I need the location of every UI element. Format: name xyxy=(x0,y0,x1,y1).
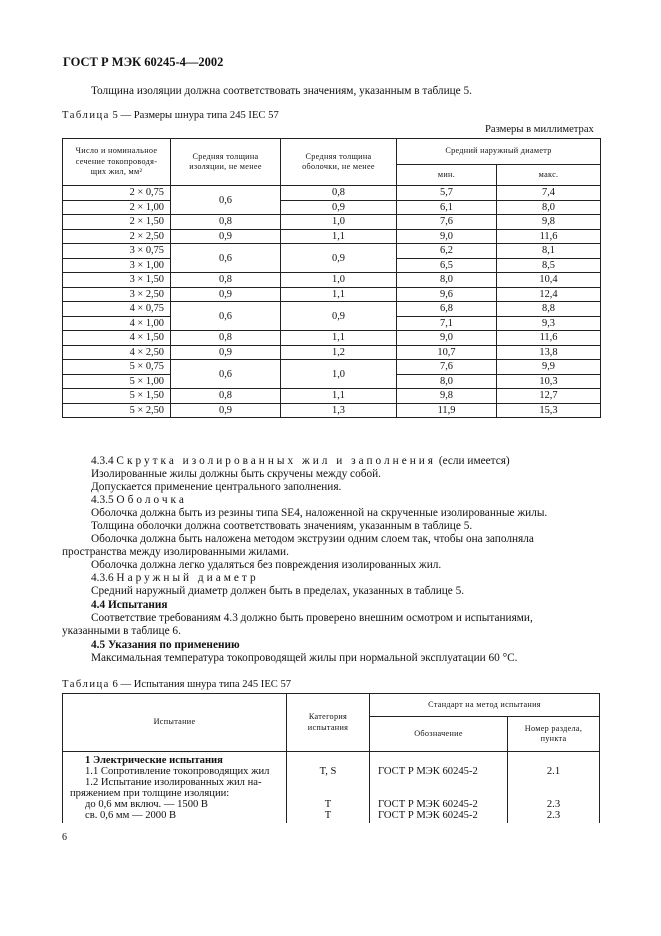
t5-cell: 5,7 xyxy=(397,186,497,201)
table6 xyxy=(62,693,600,823)
section-436-heading xyxy=(91,572,259,585)
section-45-p1: Максимальная температура токопроводящей жилы при нормальной эксплуатации 60 °С. xyxy=(91,652,518,664)
t6-cell: ГОСТ Р МЭК 60245-2 xyxy=(370,766,508,777)
t6-cell xyxy=(287,788,370,799)
t5-cell: 3 × 1,00 xyxy=(63,258,171,273)
t5-cell: 0,8 xyxy=(171,215,281,230)
t5-header-insulation: Средняя толщина изоляции, не менее xyxy=(171,139,281,186)
t5-cell: 8,1 xyxy=(497,244,601,259)
t5-header-max: макс. xyxy=(497,165,601,186)
section-434-suffix: (если имеется) xyxy=(436,455,510,467)
t6-cell xyxy=(370,777,508,788)
t6-cell: св. 0,6 мм — 2000 В xyxy=(63,810,287,823)
table6-caption xyxy=(62,679,291,690)
section-434-number: 4.3.4 xyxy=(91,455,114,467)
t6-cell: T xyxy=(287,810,370,823)
t5-cell: 5 × 0,75 xyxy=(63,360,171,375)
t6-header-category: Категория испытания xyxy=(287,694,370,752)
t5-cell: 9,0 xyxy=(397,229,497,244)
t6-header-test: Испытание xyxy=(63,694,287,752)
t5-cell: 2 × 1,00 xyxy=(63,200,171,215)
table-row xyxy=(63,200,601,215)
t5-cell: 11,6 xyxy=(497,331,601,346)
t6-cell: 2.3 xyxy=(508,810,600,823)
section-44-heading: 4.4 Испытания xyxy=(91,599,168,611)
section-434-heading xyxy=(91,455,510,468)
t5-cell: 0,6 xyxy=(171,186,281,215)
t5-cell: 3 × 0,75 xyxy=(63,244,171,259)
t6-cell: 1.1 Сопротивление токопроводящих жил xyxy=(63,766,287,777)
t5-cell: 0,8 xyxy=(171,389,281,404)
t5-cell: 1,0 xyxy=(281,360,397,389)
section-436-title: Наружный диаметр xyxy=(116,572,259,584)
t5-cell: 0,6 xyxy=(171,244,281,273)
table5-caption xyxy=(62,110,279,121)
t6-cell: 1.2 Испытание изолированных жил на- xyxy=(63,777,287,788)
section-44-p1-line1: Соответствие требованиям 4.3 должно быть проверено внешним осмотром и испытаниями, xyxy=(91,612,533,624)
section-45-heading: 4.5 Указания по применению xyxy=(91,639,240,651)
section-435-heading xyxy=(91,494,187,507)
t6-cell: T xyxy=(287,799,370,810)
t5-cell: 1,1 xyxy=(281,389,397,404)
t5-cell: 4 × 1,50 xyxy=(63,331,171,346)
t5-cell: 3 × 2,50 xyxy=(63,287,171,302)
t5-cell: 6,8 xyxy=(397,302,497,317)
t5-cell: 0,8 xyxy=(171,273,281,288)
table-row xyxy=(63,403,601,418)
table5 xyxy=(62,138,601,418)
section-436-p1: Средний наружный диаметр должен быть в пределах, указанных в таблице 5. xyxy=(91,585,465,597)
t5-cell: 1,0 xyxy=(281,215,397,230)
table-row xyxy=(63,273,601,288)
t6-cell xyxy=(370,788,508,799)
t5-cell: 0,9 xyxy=(281,244,397,273)
t5-cell: 0,9 xyxy=(171,229,281,244)
table-row xyxy=(63,799,600,810)
table-row xyxy=(63,186,601,201)
t5-cell: 1,1 xyxy=(281,229,397,244)
t5-cell: 13,8 xyxy=(497,345,601,360)
t6-cell xyxy=(508,777,600,788)
table-row xyxy=(63,752,600,767)
t5-cell: 7,6 xyxy=(397,215,497,230)
table-row xyxy=(63,360,601,375)
t5-cell: 4 × 2,50 xyxy=(63,345,171,360)
t5-cell: 12,7 xyxy=(497,389,601,404)
section-435-p3-line2: пространства между изолированными жилами. xyxy=(62,546,289,558)
t5-header-diameter: Средний наружный диаметр xyxy=(397,139,601,165)
t6-cell: до 0,6 мм включ. — 1500 В xyxy=(63,799,287,810)
t5-cell: 6,2 xyxy=(397,244,497,259)
table-row xyxy=(63,345,601,360)
t5-cell: 1,1 xyxy=(281,287,397,302)
t5-header-count-section: Число и номинальное сечение токопроводя-щих жил, мм² xyxy=(63,139,171,186)
t5-cell: 6,5 xyxy=(397,258,497,273)
t5-cell: 7,6 xyxy=(397,360,497,375)
t6-cell: пряжением при толщине изоляции: xyxy=(63,788,287,799)
t5-cell: 0,9 xyxy=(281,200,397,215)
section-435-p4: Оболочка должна легко удаляться без повреждения изолированных жил. xyxy=(91,559,442,571)
t5-cell: 5 × 1,50 xyxy=(63,389,171,404)
t5-cell: 9,6 xyxy=(397,287,497,302)
t5-cell: 3 × 1,50 xyxy=(63,273,171,288)
t5-cell: 2 × 2,50 xyxy=(63,229,171,244)
t6-header-designation: Обозначение xyxy=(370,717,508,752)
t5-cell: 4 × 1,00 xyxy=(63,316,171,331)
t5-cell: 8,5 xyxy=(497,258,601,273)
t5-cell: 0,9 xyxy=(171,345,281,360)
t5-cell: 10,3 xyxy=(497,374,601,389)
t6-group-electrical: 1 Электрические испытания xyxy=(63,752,287,767)
t5-cell: 7,1 xyxy=(397,316,497,331)
t6-header-clause: Номер раздела, пункта xyxy=(508,717,600,752)
t6-header-standard: Стандарт на метод испытания xyxy=(370,694,600,717)
t5-cell: 12,4 xyxy=(497,287,601,302)
t5-cell: 9,9 xyxy=(497,360,601,375)
t6-cell: T, S xyxy=(287,766,370,777)
table-row xyxy=(63,810,600,823)
t5-header-sheath: Средняя толщина оболочки, не менее xyxy=(281,139,397,186)
document-header: ГОСТ Р МЭК 60245-4—2002 xyxy=(63,55,224,69)
t5-cell: 9,3 xyxy=(497,316,601,331)
section-435-title: Оболочка xyxy=(116,494,187,506)
t5-cell: 5 × 2,50 xyxy=(63,403,171,418)
t5-cell: 0,8 xyxy=(171,331,281,346)
t5-cell: 8,0 xyxy=(397,273,497,288)
t5-cell: 8,8 xyxy=(497,302,601,317)
t5-cell: 2 × 1,50 xyxy=(63,215,171,230)
t6-cell xyxy=(287,752,370,767)
section-436-number: 4.3.6 xyxy=(91,572,114,584)
section-44-p1-line2: указанными в таблице 6. xyxy=(62,625,181,637)
table-row xyxy=(63,229,601,244)
table5-caption-text: 5 — Размеры шнура типа 245 IEC 57 xyxy=(109,110,279,121)
t5-cell: 5 × 1,00 xyxy=(63,374,171,389)
t5-cell: 0,8 xyxy=(281,186,397,201)
table-row xyxy=(63,244,601,259)
t5-header-min: мин. xyxy=(397,165,497,186)
t5-cell: 10,7 xyxy=(397,345,497,360)
t5-cell: 8,0 xyxy=(497,200,601,215)
t5-cell: 8,0 xyxy=(397,374,497,389)
t6-cell: ГОСТ Р МЭК 60245-2 xyxy=(370,810,508,823)
t5-cell: 11,9 xyxy=(397,403,497,418)
section-434-title: Скрутка изолированных жил и заполнения xyxy=(116,455,436,467)
t5-cell: 1,2 xyxy=(281,345,397,360)
t6-cell xyxy=(508,788,600,799)
t5-cell: 9,8 xyxy=(397,389,497,404)
t5-cell: 2 × 0,75 xyxy=(63,186,171,201)
t5-cell: 9,8 xyxy=(497,215,601,230)
table-row xyxy=(63,287,601,302)
t5-cell: 0,9 xyxy=(171,403,281,418)
t6-cell: 2.1 xyxy=(508,766,600,777)
table6-caption-text: 6 — Испытания шнура типа 245 IEC 57 xyxy=(109,679,292,690)
section-434-p1: Изолированные жилы должны быть скручены между собой. xyxy=(91,468,381,480)
t5-cell: 15,3 xyxy=(497,403,601,418)
t5-cell: 4 × 0,75 xyxy=(63,302,171,317)
t5-cell: 1,0 xyxy=(281,273,397,288)
table-row xyxy=(63,389,601,404)
t6-cell: 2.3 xyxy=(508,799,600,810)
t5-cell: 6,1 xyxy=(397,200,497,215)
page-number: 6 xyxy=(62,832,67,843)
section-435-p3-line1: Оболочка должна быть наложена методом экструзии одним слоем так, чтобы она заполняла xyxy=(91,533,534,545)
t5-cell: 0,6 xyxy=(171,360,281,389)
t5-cell: 10,4 xyxy=(497,273,601,288)
table-row xyxy=(63,788,600,799)
t6-cell xyxy=(508,752,600,767)
table5-caption-word: Таблица xyxy=(62,110,110,121)
section-435-number: 4.3.5 xyxy=(91,494,114,506)
section-435-p2: Толщина оболочки должна соответствовать значениям, указанным в таблице 5. xyxy=(91,520,473,532)
t5-cell: 7,4 xyxy=(497,186,601,201)
table-row xyxy=(63,777,600,788)
t6-cell: ГОСТ Р МЭК 60245-2 xyxy=(370,799,508,810)
t5-cell: 1,3 xyxy=(281,403,397,418)
table-row xyxy=(63,302,601,317)
t5-cell: 0,9 xyxy=(281,302,397,331)
t5-cell: 9,0 xyxy=(397,331,497,346)
table5-units: Размеры в миллиметрах xyxy=(485,124,594,135)
intro-paragraph: Толщина изоляции должна соответствовать значениям, указанным в таблице 5. xyxy=(91,85,472,97)
table6-caption-word: Таблица xyxy=(62,679,110,690)
t5-cell: 1,1 xyxy=(281,331,397,346)
section-434-p2: Допускается применение центрального заполнения. xyxy=(91,481,342,493)
t5-cell: 0,6 xyxy=(171,302,281,331)
table-row xyxy=(63,215,601,230)
t5-cell: 0,9 xyxy=(171,287,281,302)
t5-cell: 11,6 xyxy=(497,229,601,244)
table-row xyxy=(63,766,600,777)
table-row xyxy=(63,331,601,346)
t6-cell xyxy=(370,752,508,767)
t6-cell xyxy=(287,777,370,788)
section-435-p1: Оболочка должна быть из резины типа SE4, наложенной на скрученные изолированные жилы. xyxy=(91,507,548,519)
